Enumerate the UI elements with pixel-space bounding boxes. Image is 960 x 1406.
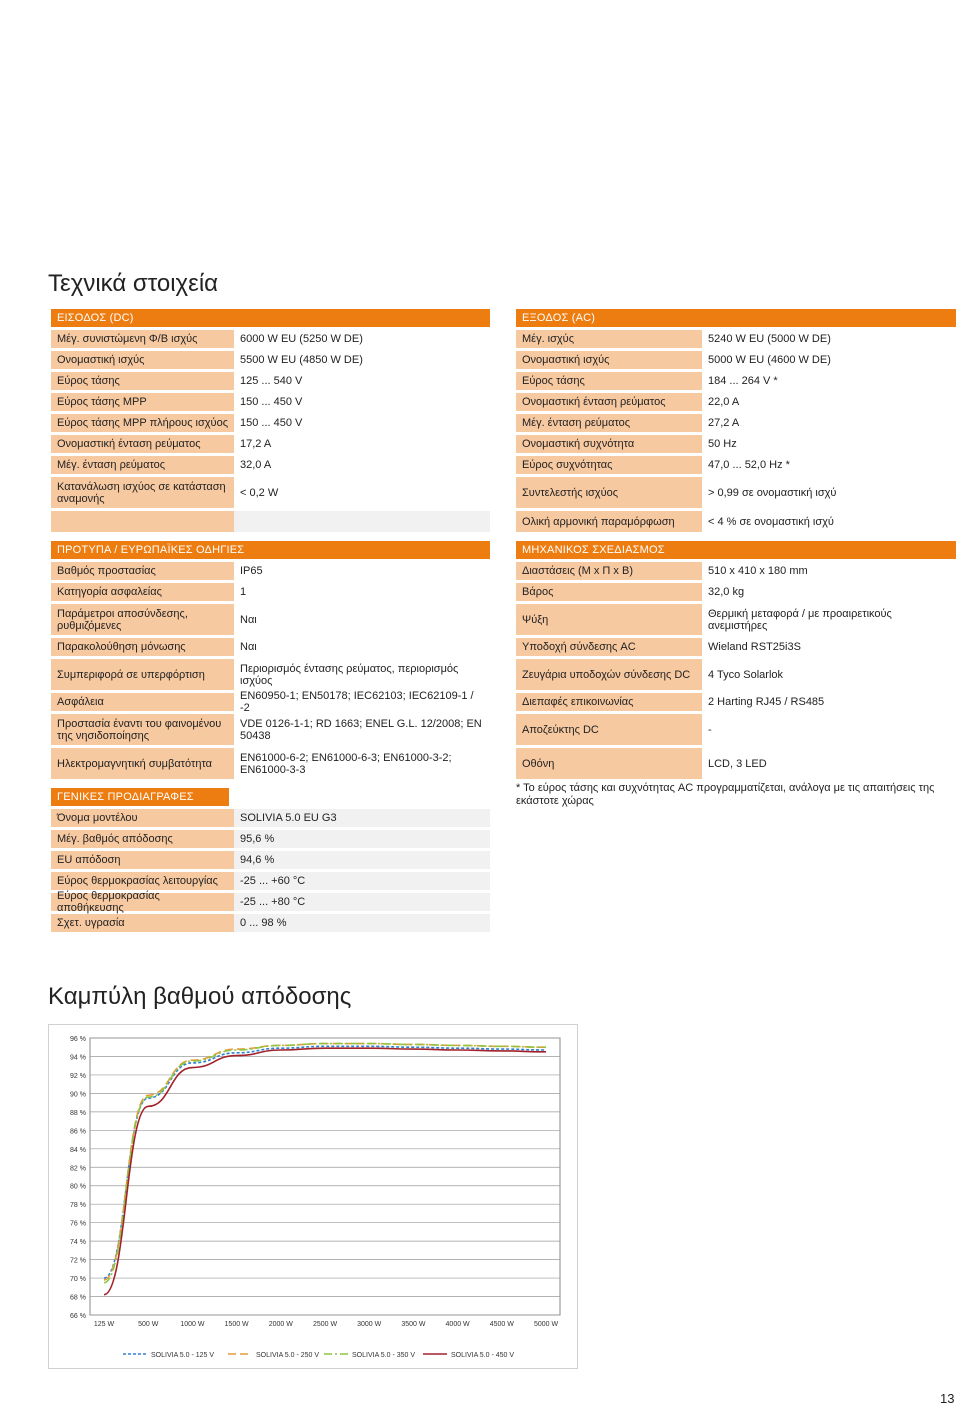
output-label: Συντελεστής ισχύος — [516, 477, 702, 508]
mechanical-label: Διεπαφές επικοινωνίας — [516, 693, 702, 711]
x-tick-label: 4500 W — [489, 1321, 514, 1328]
y-tick-label: 90 % — [70, 1091, 86, 1099]
input-label: Μέγ. συνιστώμενη Φ/Β ισχύς — [51, 330, 234, 348]
output-value: 184 ... 264 V * — [702, 372, 956, 390]
legend-label: SOLIVIA 5.0 - 350 V — [352, 1352, 416, 1359]
y-tick-label: 76 % — [70, 1220, 86, 1228]
input-value: 125 ... 540 V — [234, 372, 490, 390]
mechanical-value: LCD, 3 LED — [702, 748, 956, 779]
general-label: Εύρος θερμοκρασίας λειτουργίας — [51, 872, 234, 890]
standards-table — [51, 541, 490, 782]
x-tick-label: 2000 W — [268, 1321, 293, 1328]
general-row — [51, 830, 490, 848]
input-dc-header: ΕΙΣΟΔΟΣ (DC) — [51, 309, 490, 327]
general-table — [51, 788, 490, 935]
general-value: 95,6 % — [234, 830, 490, 848]
mechanical-value: 510 x 410 x 180 mm — [702, 562, 956, 580]
output-row — [516, 372, 956, 390]
general-label: Μέγ. βαθμός απόδοσης — [51, 830, 234, 848]
general-row — [51, 914, 490, 932]
x-tick-label: 1500 W — [224, 1321, 249, 1328]
efficiency-chart — [48, 1024, 578, 1369]
standards-label: Βαθμός προστασίας — [51, 562, 234, 580]
x-tick-label: 1000 W — [180, 1321, 205, 1328]
general-row — [51, 809, 490, 827]
output-row — [516, 351, 956, 369]
general-value: -25 ... +60 °C — [234, 872, 490, 890]
input-row — [51, 372, 490, 390]
y-tick-label: 92 % — [70, 1072, 86, 1080]
x-tick-label: 5000 W — [533, 1321, 559, 1328]
output-label: Ολική αρμονική παραμόρφωση — [516, 511, 702, 532]
y-tick-label: 68 % — [70, 1294, 86, 1302]
output-label: Ονομαστική ισχύς — [516, 351, 702, 369]
input-value: 17,2 A — [234, 435, 490, 453]
general-value: SOLIVIA 5.0 EU G3 — [234, 809, 490, 827]
legend-label: SOLIVIA 5.0 - 450 V — [451, 1352, 515, 1359]
standards-row — [51, 748, 490, 779]
x-tick-label: 3500 W — [401, 1321, 426, 1328]
output-value: 5000 W EU (4600 W DE) — [702, 351, 956, 369]
output-value: 5240 W EU (5000 W DE) — [702, 330, 956, 348]
output-label: Εύρος συχνότητας — [516, 456, 702, 474]
input-label: Ονομαστική ισχύς — [51, 351, 234, 369]
input-row — [51, 330, 490, 348]
y-tick-label: 96 % — [70, 1036, 86, 1043]
output-ac-table — [516, 309, 956, 535]
input-row — [51, 511, 490, 532]
standards-label: Κατηγορία ασφαλείας — [51, 583, 234, 601]
input-value — [234, 511, 490, 532]
y-tick-label: 84 % — [70, 1146, 86, 1154]
output-row — [516, 393, 956, 411]
y-tick-label: 86 % — [70, 1128, 86, 1136]
output-value: < 4 % σε ονομαστική ισχύ — [702, 511, 956, 532]
standards-label: Παρακολούθηση μόνωσης — [51, 638, 234, 656]
standards-header: ΠΡΟΤΥΠΑ / ΕΥΡΩΠΑΪΚΕΣ ΟΔΗΓΙΕΣ — [51, 541, 490, 559]
input-row — [51, 414, 490, 432]
chart-title: Καμπύλη βαθμού απόδοσης — [48, 983, 352, 1010]
legend-label: SOLIVIA 5.0 - 250 V — [256, 1352, 320, 1359]
output-label: Ονομαστική ένταση ρεύματος — [516, 393, 702, 411]
x-tick-label: 500 W — [138, 1321, 159, 1328]
x-tick-label: 3000 W — [357, 1321, 382, 1328]
input-value: 32,0 A — [234, 456, 490, 474]
output-label: Εύρος τάσης — [516, 372, 702, 390]
standards-value: Ναι — [234, 638, 490, 656]
mechanical-value: 2 Harting RJ45 / RS485 — [702, 693, 956, 711]
input-row — [51, 435, 490, 453]
input-label: Εύρος τάσης MPP — [51, 393, 234, 411]
input-label: Μέγ. ένταση ρεύματος — [51, 456, 234, 474]
general-row — [51, 872, 490, 890]
general-label: Σχετ. υγρασία — [51, 914, 234, 932]
standards-label: Προστασία έναντι του φαινομένου της νησιδοποίησης — [51, 714, 234, 745]
mechanical-row — [516, 638, 956, 656]
x-tick-label: 2500 W — [312, 1321, 338, 1328]
output-value: 22,0 A — [702, 393, 956, 411]
mechanical-row — [516, 748, 956, 779]
input-row — [51, 351, 490, 369]
mechanical-table — [516, 541, 956, 808]
input-row — [51, 477, 490, 508]
standards-value: Περιορισμός έντασης ρεύματος, περιορισμός ισχύος — [234, 659, 490, 690]
standards-value: 1 — [234, 583, 490, 601]
mechanical-value: 32,0 kg — [702, 583, 956, 601]
input-label: Εύρος τάσης — [51, 372, 234, 390]
standards-value: VDE 0126-1-1; RD 1663; ENEL G.L. 12/2008; EN 50438 — [234, 714, 490, 745]
mechanical-label: Βάρος — [516, 583, 702, 601]
standards-value: IP65 — [234, 562, 490, 580]
mechanical-label: Ζευγάρια υποδοχών σύνδεσης DC — [516, 659, 702, 690]
standards-value: Ναι — [234, 604, 490, 635]
output-row — [516, 330, 956, 348]
output-ac-header: ΕΞΟΔΟΣ (AC) — [516, 309, 956, 327]
standards-value: EN61000-6-2; EN61000-6-3; EN61000-3-2; EN61000-3-3 — [234, 748, 490, 779]
output-value: 27,2 A — [702, 414, 956, 432]
mechanical-value: Wieland RST25i3S — [702, 638, 956, 656]
general-value: 0 ... 98 % — [234, 914, 490, 932]
input-label: Ονομαστική ένταση ρεύματος — [51, 435, 234, 453]
mechanical-row — [516, 604, 956, 635]
mechanical-label: Υποδοχή σύνδεσης AC — [516, 638, 702, 656]
input-value: 5500 W EU (4850 W DE) — [234, 351, 490, 369]
mechanical-value: 4 Tyco Solarlok — [702, 659, 956, 690]
legend-label: SOLIVIA 5.0 - 125 V — [151, 1352, 215, 1359]
standards-row — [51, 659, 490, 690]
input-value: 6000 W EU (5250 W DE) — [234, 330, 490, 348]
general-label: EU απόδοση — [51, 851, 234, 869]
mechanical-value: Θερμική μεταφορά / με προαιρετικούς ανεμιστήρες — [702, 604, 956, 635]
chart-frame — [49, 1025, 578, 1369]
page-title: Τεχνικά στοιχεία — [48, 270, 219, 297]
standards-value: EN60950-1; EN50178; IEC62103; IEC62109-1 / -2 — [234, 693, 490, 711]
general-header: ΓΕΝΙΚΕΣ ΠΡΟΔΙΑΓΡΑΦΕΣ — [51, 788, 229, 806]
standards-row — [51, 690, 490, 714]
general-value: 94,6 % — [234, 851, 490, 869]
mechanical-header: ΜΗΧΑΝΙΚΟΣ ΣΧΕΔΙΑΣΜΟΣ — [516, 541, 956, 559]
y-tick-label: 80 % — [70, 1183, 86, 1191]
output-row — [516, 456, 956, 474]
input-row — [51, 393, 490, 411]
mechanical-label: Ψύξη — [516, 604, 702, 635]
y-tick-label: 94 % — [70, 1054, 86, 1062]
standards-row — [51, 604, 490, 635]
standards-label: Ασφάλεια — [51, 693, 234, 711]
y-tick-label: 72 % — [70, 1257, 86, 1265]
y-tick-label: 70 % — [70, 1276, 86, 1284]
input-value: 150 ... 450 V — [234, 414, 490, 432]
standards-row — [51, 714, 490, 745]
standards-label: Συμπεριφορά σε υπερφόρτιση — [51, 659, 234, 690]
output-value: 47,0 ... 52,0 Hz * — [702, 456, 956, 474]
standards-row — [51, 583, 490, 601]
general-label: Όνομα μοντέλου — [51, 809, 234, 827]
output-value: > 0,99 σε ονομαστική ισχύ — [702, 477, 956, 508]
x-tick-label: 4000 W — [445, 1321, 470, 1328]
mechanical-label: Αποζεύκτης DC — [516, 714, 702, 745]
general-label: Εύρος θερμοκρασίας αποθήκευσης — [51, 893, 234, 911]
standards-label: Ηλεκτρομαγνητική συμβατότητα — [51, 748, 234, 779]
standards-row — [51, 638, 490, 656]
general-row — [51, 851, 490, 869]
mechanical-row — [516, 714, 956, 745]
y-tick-label: 88 % — [70, 1109, 86, 1117]
output-row — [516, 414, 956, 432]
output-row — [516, 511, 956, 532]
mechanical-label: Οθόνη — [516, 748, 702, 779]
mechanical-label: Διαστάσεις (Μ x Π x Β) — [516, 562, 702, 580]
y-tick-label: 78 % — [70, 1202, 86, 1210]
y-tick-label: 82 % — [70, 1165, 86, 1173]
output-label: Ονομαστική συχνότητα — [516, 435, 702, 453]
y-tick-label: 74 % — [70, 1239, 86, 1247]
mechanical-row — [516, 583, 956, 601]
general-row — [51, 890, 490, 914]
input-row — [51, 456, 490, 474]
standards-row — [51, 562, 490, 580]
input-label: Εύρος τάσης MPP πλήρους ισχύος — [51, 414, 234, 432]
footnote: * Το εύρος τάσης και συχνότητας AC προγραμματίζεται, ανάλογα με τις απαιτήσεις της εκάστοτε χώρας — [516, 782, 935, 807]
efficiency-chart-svg — [48, 1024, 578, 1369]
standards-label: Παράμετροι αποσύνδεσης, ρυθμιζόμενες — [51, 604, 234, 635]
input-value: 150 ... 450 V — [234, 393, 490, 411]
output-label: Μέγ. ένταση ρεύματος — [516, 414, 702, 432]
page-number: 13 — [940, 1391, 955, 1406]
output-row — [516, 435, 956, 453]
x-tick-label: 125 W — [93, 1321, 115, 1328]
output-label: Μέγ. ισχύς — [516, 330, 702, 348]
output-row — [516, 477, 956, 508]
general-value: -25 ... +80 °C — [234, 893, 490, 911]
mechanical-row — [516, 659, 956, 690]
input-label — [51, 511, 234, 532]
input-label: Κατανάλωση ισχύος σε κατάσταση αναμονής — [51, 477, 234, 508]
y-tick-label: 66 % — [70, 1313, 86, 1320]
mechanical-value: - — [702, 714, 956, 745]
input-dc-table — [51, 309, 490, 535]
mechanical-row — [516, 693, 956, 711]
input-value: < 0,2 W — [234, 477, 490, 508]
output-value: 50 Hz — [702, 435, 956, 453]
mechanical-row — [516, 562, 956, 580]
